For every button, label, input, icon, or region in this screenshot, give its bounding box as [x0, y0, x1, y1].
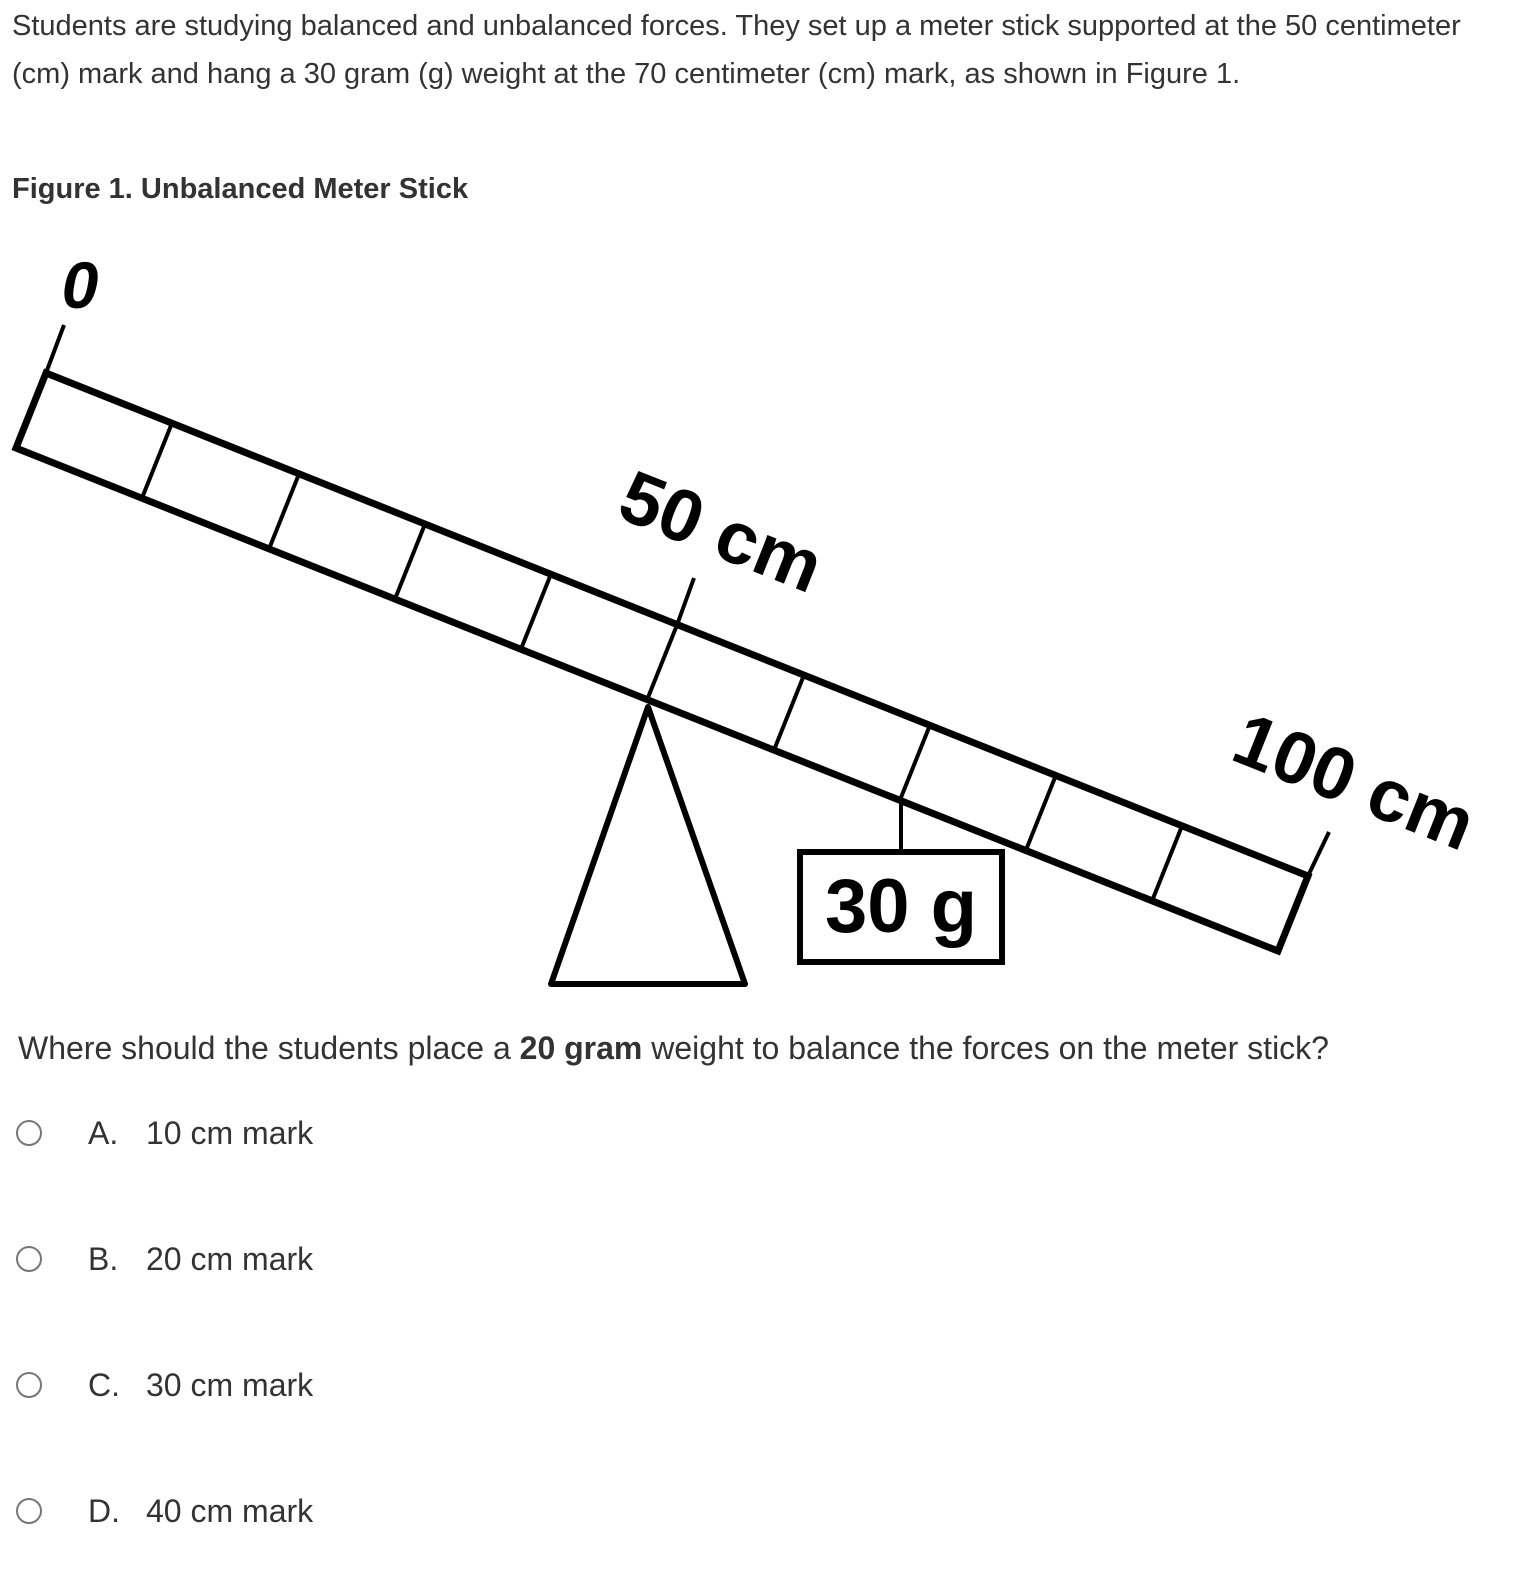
question-passage: Students are studying balanced and unbalanced forces. They set up a meter stick supported at the 50 centimeter (cm) mark and hang a 30 gram (g) weight at the 70 centimeter (cm) mark, as shown in Figure 1.: [12, 10, 1461, 90]
label-hundred: 100 cm: [1222, 696, 1487, 867]
radio-button[interactable]: [16, 1120, 42, 1146]
label-zero: 0: [61, 248, 99, 322]
question-text: [18, 1024, 1329, 1072]
choice-text: 20 cm mark: [146, 1240, 314, 1277]
choice-letter: D.: [88, 1492, 120, 1529]
question-after: weight to balance the forces on the meter stick?: [642, 1030, 1329, 1066]
question-bold: 20 gram: [519, 1030, 643, 1066]
choice-text: 30 cm mark: [146, 1366, 314, 1403]
choice-letter: B.: [88, 1240, 119, 1277]
choice-letter: A.: [88, 1114, 119, 1151]
zero-pointer: [46, 325, 64, 373]
figure-title: Figure 1. Unbalanced Meter Stick: [12, 173, 469, 205]
choice-letter: C.: [88, 1366, 120, 1403]
radio-button[interactable]: [16, 1498, 42, 1524]
choice-a[interactable]: [16, 1108, 313, 1158]
choice-b[interactable]: [16, 1234, 313, 1284]
radio-button[interactable]: [16, 1246, 42, 1272]
choice-text: 40 cm mark: [146, 1492, 314, 1529]
choice-text: 10 cm mark: [146, 1114, 314, 1151]
hundred-pointer: [1308, 832, 1329, 876]
label-fifty: 50 cm: [608, 453, 835, 609]
weight-label: 30 g: [824, 864, 978, 949]
choice-d[interactable]: [16, 1486, 313, 1536]
question-before: Where should the students place a: [18, 1030, 520, 1066]
fulcrum-triangle: [551, 707, 745, 984]
fifty-pointer: [677, 578, 694, 625]
choice-c[interactable]: [16, 1360, 313, 1410]
radio-button[interactable]: [16, 1372, 42, 1398]
